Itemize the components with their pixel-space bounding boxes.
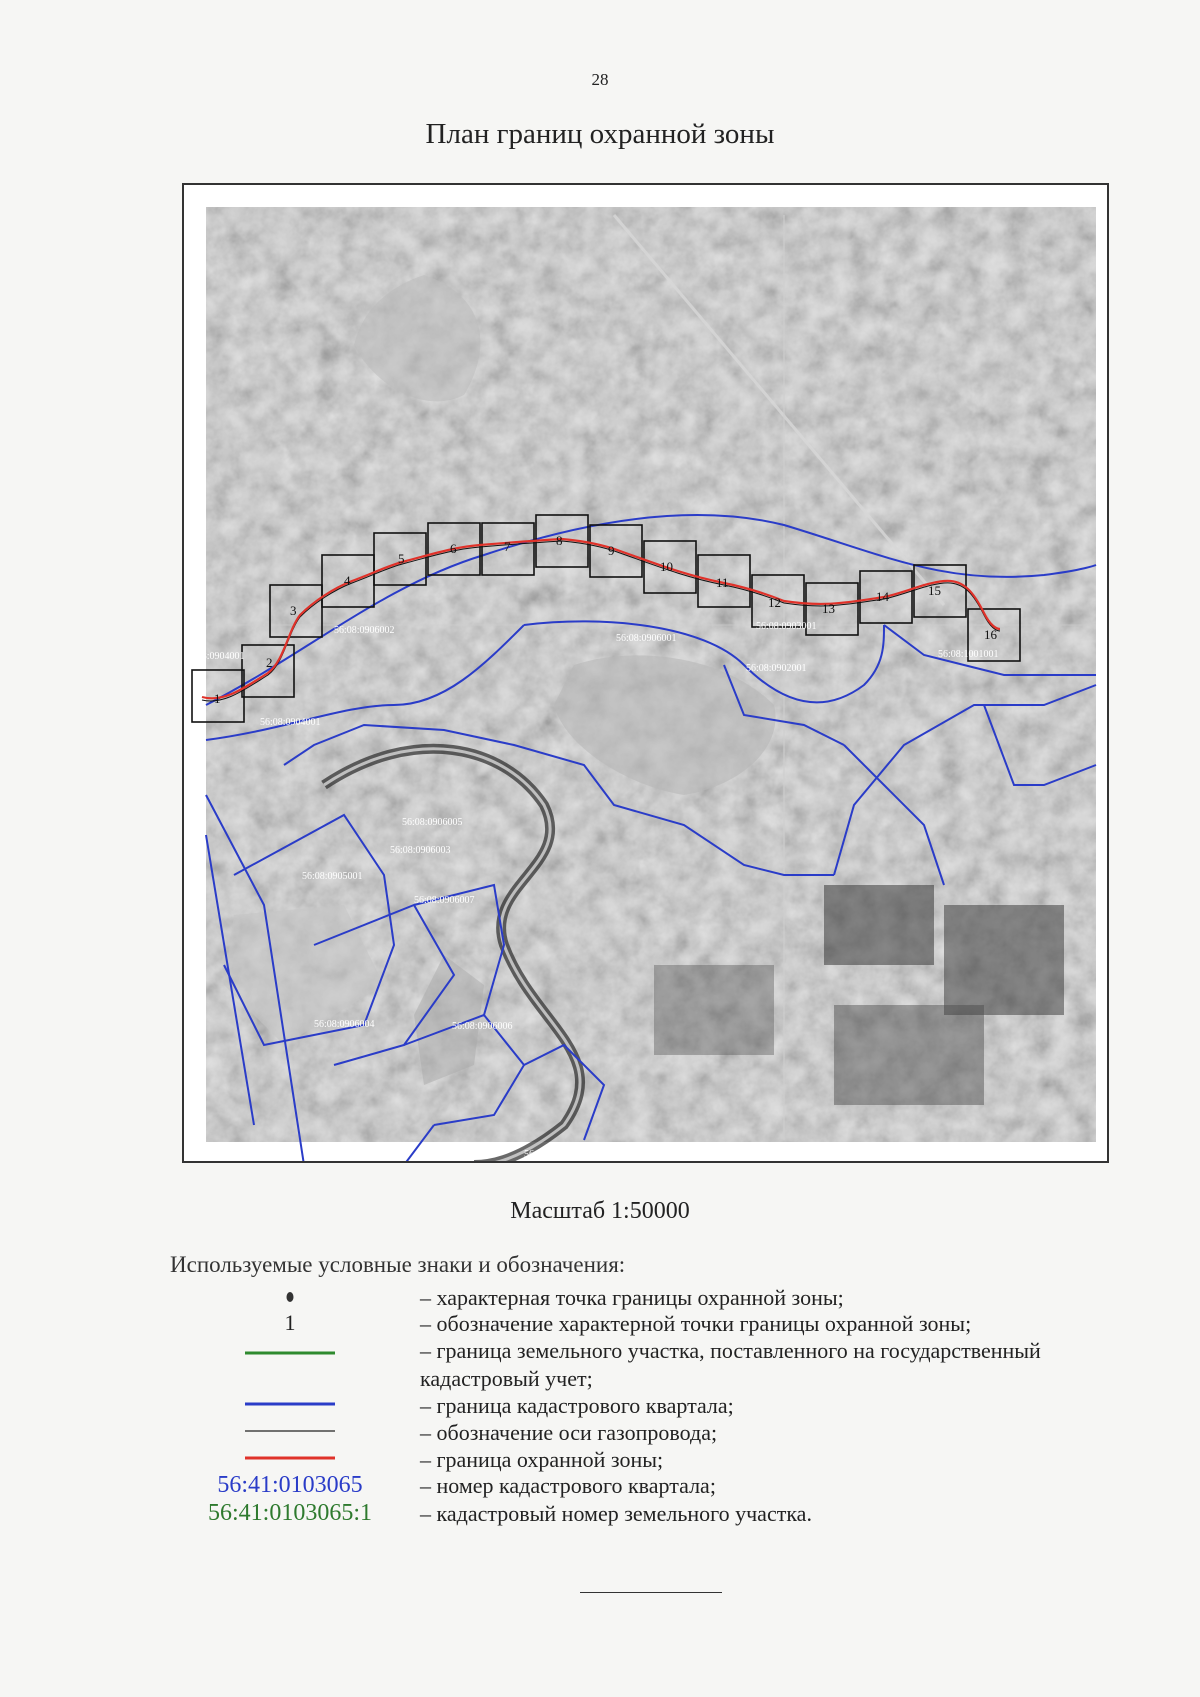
legend-text: – обозначение характерной точки границы охранной зоны; — [420, 1311, 972, 1336]
legend-text: – кадастровый номер земельного участка. — [420, 1501, 812, 1526]
point-label: 3 — [290, 603, 297, 618]
map-frame — [182, 183, 1109, 1163]
point-label: 11 — [716, 575, 729, 590]
aerial-map — [184, 185, 1109, 1163]
point-label: 10 — [660, 559, 673, 574]
bottom-rule — [580, 1592, 722, 1593]
quarter-label: 56:08:0905001 — [302, 871, 363, 882]
point-label: 5 — [398, 551, 405, 566]
black-line-icon — [180, 1419, 400, 1441]
page-title: План границ охранной зоны — [425, 118, 775, 150]
point-label: 1 — [214, 691, 221, 706]
point-label: 16 — [984, 627, 997, 642]
map-scale: Масштаб 1:50000 — [510, 1198, 690, 1224]
legend-symbol-text: 56:41:0103065 — [217, 1472, 363, 1498]
quarter-label: 56:08:0904001 — [260, 717, 321, 728]
point-label: 14 — [876, 589, 889, 604]
quarter-label: 56:08:1001001 — [938, 649, 999, 660]
quarter-label: 56:08:0903001 — [756, 621, 817, 632]
blue-line-icon — [180, 1392, 400, 1414]
quarter-label: 56:08:0906005 — [402, 817, 463, 828]
point-label: 13 — [822, 601, 835, 616]
page-number: 28 — [591, 70, 609, 89]
green-line-icon — [180, 1337, 400, 1363]
quarter-label: 56:08:0906004 — [314, 1019, 375, 1030]
quarter-label: 56:08:0906001 — [616, 633, 677, 644]
quarter-label: 56:08:0906006 — [452, 1021, 513, 1032]
point-label: 6 — [450, 541, 457, 556]
legend-text: – номер кадастрового квартала; — [420, 1473, 716, 1498]
point-label: 7 — [504, 539, 511, 554]
legend-heading: Используемые условные знаки и обозначения: — [170, 1252, 626, 1277]
point-marker-icon — [180, 1284, 400, 1310]
quarter-label: 56:08:0904001 — [184, 651, 245, 662]
quarter-label: 56:08:0906003 — [390, 845, 451, 856]
quarter-label: 56:08:0902001 — [746, 663, 807, 674]
point-label: 15 — [928, 583, 941, 598]
legend-text: – граница земельного участка, поставленного на государственный кадастровый учет; — [420, 1338, 1041, 1391]
quarter-label: 56:08:0603005 — [524, 1149, 585, 1160]
quarter-label: 56:08:0906002 — [334, 625, 395, 636]
red-line-icon — [180, 1446, 400, 1468]
legend-text: – граница охранной зоны; — [420, 1447, 664, 1472]
point-label: 2 — [266, 655, 273, 670]
point-label: 8 — [556, 533, 563, 548]
quarter-label: 56:08:0906007 — [414, 895, 475, 906]
legend-symbol-text: 56:41:0103065:1 — [207, 1500, 372, 1526]
legend-symbol-text: 1 — [284, 1310, 296, 1335]
legend-text: – обозначение оси газопровода; — [420, 1420, 718, 1445]
legend-text: – характерная точка границы охранной зоны; — [420, 1285, 844, 1310]
point-label: 12 — [768, 595, 781, 610]
point-label: 9 — [608, 543, 615, 558]
legend-text: – граница кадастрового квартала; — [420, 1393, 734, 1418]
point-label: 4 — [344, 573, 351, 588]
